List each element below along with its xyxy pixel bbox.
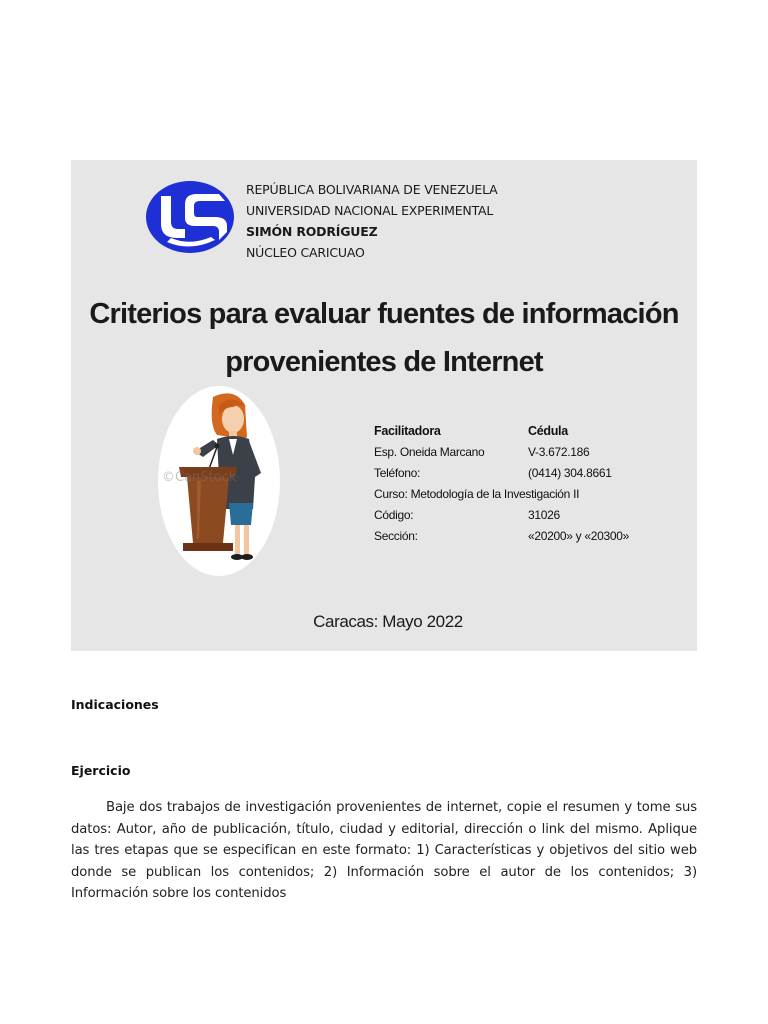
- facilitator-header: Facilitadora: [374, 424, 441, 438]
- watermark-label: ©CanStock: [162, 470, 237, 485]
- course-label: Curso: Metodología de la Investigación II: [374, 487, 580, 501]
- heading-indicaciones: Indicaciones: [71, 697, 159, 712]
- id-header: Cédula: [528, 424, 568, 438]
- facilitator-id: V-3.672.186: [528, 445, 590, 459]
- institution-line-4: NÚCLEO CARICUAO: [246, 245, 365, 260]
- cover-page: [71, 160, 697, 651]
- exercise-paragraph: Baje dos trabajos de investigación provenientes de internet, copie el resumen y tome sus datos: Autor, año de publicación, título, ciudad y editorial, dirección o link del mismo. Aplique las tres etapas que se especifican en este formato: 1) Características y objetivos del sitio web donde se publican los contenidos; 2) Información sobre el autor de los contenidos; 3) Información sobre los contenidos: [71, 800, 697, 901]
- code-value: 31026: [528, 508, 560, 522]
- phone-value: (0414) 304.8661: [528, 466, 612, 480]
- institution-block: [246, 179, 498, 263]
- section-value: «20200» y «20300»: [528, 529, 630, 543]
- institution-line-1: REPÚBLICA BOLIVARIANA DE VENEZUELA: [246, 182, 498, 197]
- institution-line-3: SIMÓN RODRÍGUEZ: [246, 224, 378, 239]
- facilitator-name: Esp. Oneida Marcano: [374, 445, 485, 459]
- title-line-2: provenientes de Internet: [225, 346, 543, 378]
- phone-label: Teléfono:: [374, 466, 421, 480]
- section-label: Sección:: [374, 529, 418, 543]
- document-title: [71, 290, 697, 386]
- heading-ejercicio: Ejercicio: [71, 763, 131, 778]
- place-date: Caracas: Mayo 2022: [313, 612, 463, 631]
- code-label: Código:: [374, 508, 414, 522]
- institution-line-2: UNIVERSIDAD NACIONAL EXPERIMENTAL: [246, 203, 494, 218]
- university-logo-icon: [145, 180, 235, 254]
- title-line-1: Criterios para evaluar fuentes de información: [89, 298, 679, 330]
